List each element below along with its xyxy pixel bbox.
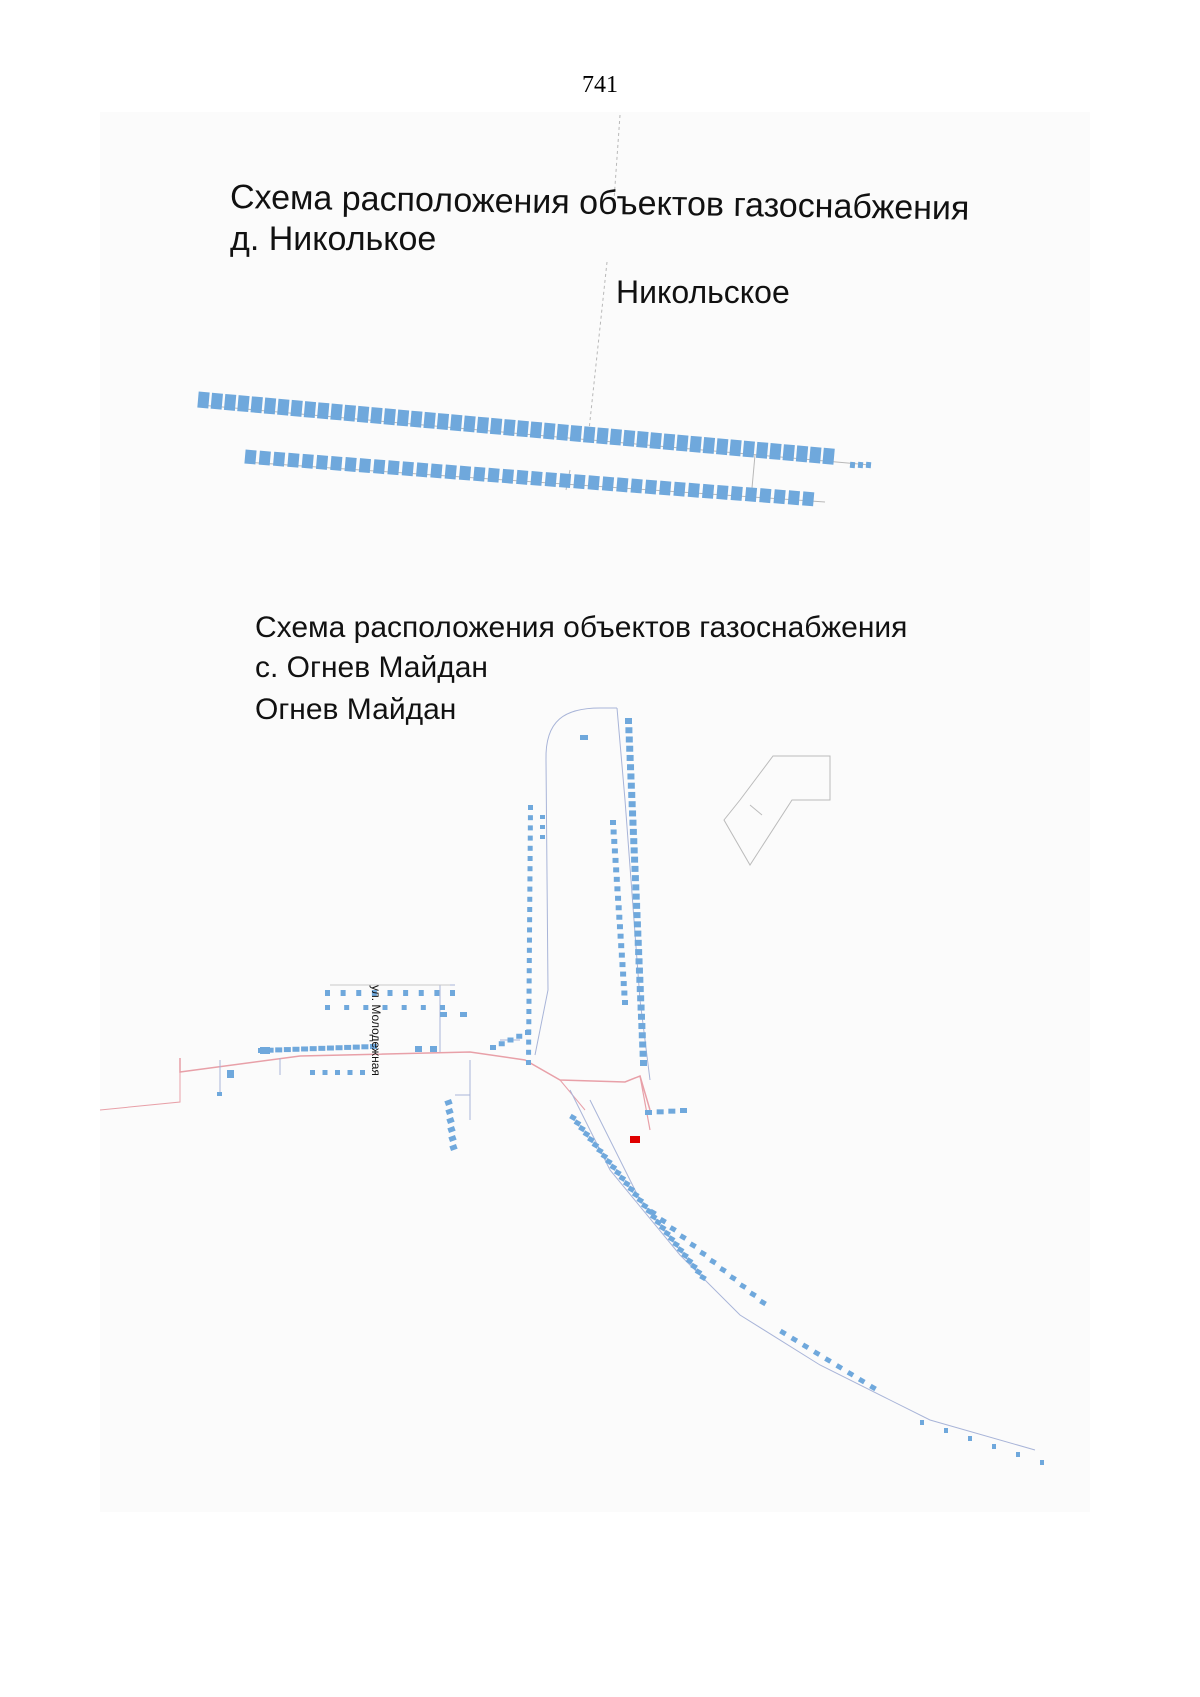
building xyxy=(302,454,314,469)
building xyxy=(615,896,621,901)
building xyxy=(260,1047,270,1054)
building xyxy=(639,1032,646,1038)
building xyxy=(618,943,624,948)
building xyxy=(614,877,620,882)
building xyxy=(596,427,608,444)
building xyxy=(850,462,856,468)
building xyxy=(387,460,399,475)
building xyxy=(783,444,795,461)
building xyxy=(446,1117,454,1124)
building xyxy=(866,462,872,468)
building xyxy=(526,1050,531,1055)
building xyxy=(325,1005,330,1010)
building xyxy=(688,483,700,498)
building xyxy=(430,463,442,478)
building xyxy=(636,977,643,983)
building xyxy=(415,1046,422,1052)
building xyxy=(631,857,638,863)
building xyxy=(636,431,648,448)
building xyxy=(502,469,514,484)
building xyxy=(637,986,644,992)
map2-settlement-label: Огнев Майдан xyxy=(255,693,457,726)
building xyxy=(824,1356,832,1363)
building xyxy=(813,1349,821,1356)
building xyxy=(421,1005,426,1010)
building xyxy=(384,408,396,425)
building xyxy=(680,1108,687,1113)
building xyxy=(630,838,637,844)
building xyxy=(631,847,638,853)
building xyxy=(759,488,771,503)
map2-title-line1: Схема расположения объектов газоснабжения xyxy=(255,611,908,644)
building xyxy=(525,1030,531,1035)
building xyxy=(444,1099,452,1106)
building xyxy=(802,491,814,506)
building xyxy=(689,436,701,453)
building xyxy=(1016,1452,1020,1457)
building xyxy=(543,423,555,440)
building xyxy=(327,1046,334,1051)
building xyxy=(628,792,635,798)
building xyxy=(611,829,617,834)
building xyxy=(527,887,532,892)
building xyxy=(341,990,346,996)
gas-distribution-point xyxy=(630,1136,640,1143)
building xyxy=(858,462,864,468)
building xyxy=(437,413,449,430)
building xyxy=(273,452,285,467)
building xyxy=(790,1336,798,1343)
building xyxy=(968,1436,972,1441)
building xyxy=(650,432,662,449)
building xyxy=(709,1258,717,1265)
building xyxy=(673,482,685,497)
building xyxy=(835,1363,843,1370)
building xyxy=(403,990,408,996)
building xyxy=(858,1377,866,1384)
building xyxy=(323,1070,328,1075)
building xyxy=(596,1147,604,1154)
building xyxy=(631,479,643,494)
building xyxy=(628,783,635,789)
building xyxy=(344,1005,349,1010)
building xyxy=(540,815,545,819)
building xyxy=(626,736,633,742)
building xyxy=(583,426,595,443)
building xyxy=(388,990,393,996)
building xyxy=(640,1051,647,1057)
building xyxy=(612,848,618,853)
building xyxy=(822,448,834,465)
building xyxy=(636,968,643,974)
building xyxy=(616,477,628,492)
building xyxy=(540,825,545,829)
building xyxy=(631,866,638,872)
building xyxy=(774,489,786,504)
building xyxy=(527,927,532,932)
building xyxy=(739,1282,747,1289)
building xyxy=(716,438,728,455)
building xyxy=(477,417,489,434)
building xyxy=(499,1041,505,1046)
building xyxy=(530,471,542,486)
building xyxy=(699,1250,707,1257)
building xyxy=(637,995,644,1001)
building xyxy=(847,1370,855,1377)
building xyxy=(526,1019,531,1024)
building xyxy=(450,414,462,431)
building xyxy=(540,835,545,839)
building xyxy=(345,457,357,472)
building xyxy=(490,1045,496,1050)
building xyxy=(527,907,532,912)
building xyxy=(719,1266,727,1273)
building xyxy=(517,420,529,437)
building xyxy=(526,1009,531,1014)
building xyxy=(526,999,531,1004)
building xyxy=(629,810,636,816)
building xyxy=(574,1119,582,1126)
building xyxy=(316,455,328,470)
building xyxy=(609,1163,617,1170)
building xyxy=(440,1012,447,1017)
building xyxy=(638,1005,645,1011)
building xyxy=(344,405,356,422)
building xyxy=(702,484,714,499)
building xyxy=(448,1135,456,1142)
building xyxy=(610,429,622,446)
building xyxy=(353,1045,360,1050)
building xyxy=(447,1126,455,1133)
building xyxy=(330,456,342,471)
building xyxy=(640,1060,647,1066)
building xyxy=(357,406,369,423)
building xyxy=(580,735,588,740)
map1-title-line1: Схема расположения объектов газоснабжения xyxy=(229,178,970,228)
building xyxy=(703,437,715,454)
building xyxy=(629,820,636,826)
nikolskoe-buildings xyxy=(197,392,871,507)
building xyxy=(556,424,568,441)
building xyxy=(526,1060,531,1065)
building xyxy=(227,1070,234,1078)
building xyxy=(528,805,533,810)
map1-settlement-label: Никольское xyxy=(616,274,790,310)
building xyxy=(634,921,641,927)
building xyxy=(632,884,639,890)
building xyxy=(638,1014,645,1020)
building xyxy=(621,981,627,986)
building xyxy=(317,402,329,419)
building xyxy=(528,836,533,841)
building xyxy=(527,876,532,881)
building xyxy=(635,940,642,946)
building xyxy=(731,486,743,501)
building xyxy=(613,858,619,863)
building xyxy=(639,1042,646,1048)
building xyxy=(802,1343,810,1350)
building xyxy=(416,462,428,477)
map1-title-line2: д. Николькое xyxy=(230,220,437,258)
building xyxy=(618,934,624,939)
building xyxy=(627,773,634,779)
building xyxy=(423,412,435,429)
building xyxy=(301,1046,308,1051)
building xyxy=(488,468,500,483)
building xyxy=(356,990,361,996)
building xyxy=(657,1109,664,1114)
building xyxy=(402,1005,407,1010)
building xyxy=(237,395,249,412)
building xyxy=(430,1046,437,1052)
building xyxy=(445,465,457,480)
building xyxy=(592,1141,600,1148)
building xyxy=(992,1444,996,1449)
building xyxy=(440,1005,445,1010)
building xyxy=(729,1274,737,1281)
building xyxy=(633,894,640,900)
building xyxy=(619,953,625,958)
building xyxy=(527,917,532,922)
building xyxy=(676,435,688,452)
building xyxy=(621,991,627,996)
building xyxy=(434,990,439,996)
building xyxy=(330,404,342,421)
building xyxy=(363,1005,368,1010)
building xyxy=(623,430,635,447)
building xyxy=(743,441,755,458)
building xyxy=(526,1040,531,1045)
building xyxy=(759,1299,767,1306)
building xyxy=(361,1044,368,1049)
building xyxy=(459,466,471,481)
building xyxy=(530,421,542,438)
building xyxy=(745,487,757,502)
building xyxy=(809,447,821,464)
building xyxy=(508,1038,514,1043)
building xyxy=(259,451,271,466)
building xyxy=(920,1420,924,1425)
building xyxy=(473,467,485,482)
building xyxy=(528,856,533,861)
building xyxy=(310,1046,317,1051)
building xyxy=(623,1180,631,1187)
building xyxy=(569,1114,577,1121)
building xyxy=(749,1291,757,1298)
building xyxy=(304,401,316,418)
building xyxy=(410,411,422,428)
building xyxy=(613,867,619,872)
building xyxy=(638,1023,645,1029)
building xyxy=(645,1110,652,1115)
building xyxy=(503,419,515,436)
building xyxy=(605,1158,613,1165)
building xyxy=(335,1070,340,1075)
building xyxy=(756,442,768,459)
building xyxy=(627,764,634,770)
building xyxy=(325,990,330,996)
building xyxy=(264,398,276,415)
building xyxy=(663,433,675,450)
building xyxy=(616,915,622,920)
page-number: 741 xyxy=(582,72,618,98)
building xyxy=(277,399,289,416)
building xyxy=(616,905,622,910)
building xyxy=(602,476,614,491)
building xyxy=(360,1070,365,1075)
building xyxy=(669,1225,677,1232)
building xyxy=(528,825,533,830)
building xyxy=(287,453,299,468)
building xyxy=(197,392,209,409)
building xyxy=(679,1233,687,1240)
building xyxy=(636,958,643,964)
building xyxy=(614,1169,622,1176)
building xyxy=(620,972,626,977)
building xyxy=(490,418,502,435)
building xyxy=(769,443,781,460)
building xyxy=(796,445,808,462)
building xyxy=(224,394,236,411)
building xyxy=(617,924,623,929)
building xyxy=(630,829,637,835)
building xyxy=(463,415,475,432)
building xyxy=(629,801,636,807)
building xyxy=(527,938,532,943)
building xyxy=(633,903,640,909)
building xyxy=(583,1130,591,1137)
building xyxy=(527,948,532,953)
building xyxy=(528,815,533,820)
building xyxy=(373,459,385,474)
building xyxy=(627,755,634,761)
building xyxy=(336,1045,343,1050)
building xyxy=(449,1144,457,1151)
building xyxy=(645,480,657,495)
ogneev-maidan-network xyxy=(100,708,1035,1450)
building xyxy=(527,897,532,902)
building xyxy=(944,1428,948,1433)
building xyxy=(217,1092,222,1096)
building xyxy=(251,396,263,413)
building xyxy=(619,962,625,967)
building xyxy=(618,1175,626,1182)
building xyxy=(635,949,642,955)
building xyxy=(570,425,582,442)
building xyxy=(460,1012,467,1017)
building xyxy=(632,875,639,881)
building xyxy=(318,1046,325,1051)
ogneev-maidan-buildings xyxy=(217,718,1044,1465)
building xyxy=(527,989,532,994)
building xyxy=(275,1047,282,1052)
building xyxy=(528,866,533,871)
building xyxy=(625,718,632,724)
building xyxy=(370,407,382,424)
building xyxy=(573,474,585,489)
building xyxy=(244,450,256,465)
building xyxy=(310,1070,315,1075)
building xyxy=(290,400,302,417)
building xyxy=(659,481,671,496)
building xyxy=(450,990,455,996)
building xyxy=(626,746,633,752)
building xyxy=(788,490,800,505)
building xyxy=(344,1045,351,1050)
building xyxy=(359,458,371,473)
building xyxy=(545,472,557,487)
building xyxy=(689,1242,697,1249)
building xyxy=(634,931,641,937)
building xyxy=(516,470,528,485)
building xyxy=(779,1329,787,1336)
building xyxy=(588,475,600,490)
building xyxy=(419,990,424,996)
building xyxy=(610,820,616,825)
building xyxy=(622,1000,628,1005)
street-label: ул. Молодежная xyxy=(369,985,383,1076)
building xyxy=(527,978,532,983)
map2-title-line2: с. Огнев Майдан xyxy=(255,651,488,684)
building xyxy=(348,1070,353,1075)
building xyxy=(445,1108,453,1115)
building xyxy=(211,393,223,410)
building xyxy=(625,727,632,733)
building xyxy=(578,1125,586,1132)
building xyxy=(292,1047,299,1052)
building xyxy=(634,912,641,918)
building xyxy=(516,1034,522,1039)
building xyxy=(729,439,741,456)
building xyxy=(559,473,571,488)
building xyxy=(1040,1460,1044,1465)
building xyxy=(614,886,620,891)
building xyxy=(527,968,532,973)
building xyxy=(611,839,617,844)
building xyxy=(528,846,533,851)
building xyxy=(402,461,414,476)
building xyxy=(397,410,409,427)
building xyxy=(668,1109,675,1114)
building xyxy=(716,485,728,500)
building xyxy=(527,958,532,963)
building xyxy=(284,1047,291,1052)
